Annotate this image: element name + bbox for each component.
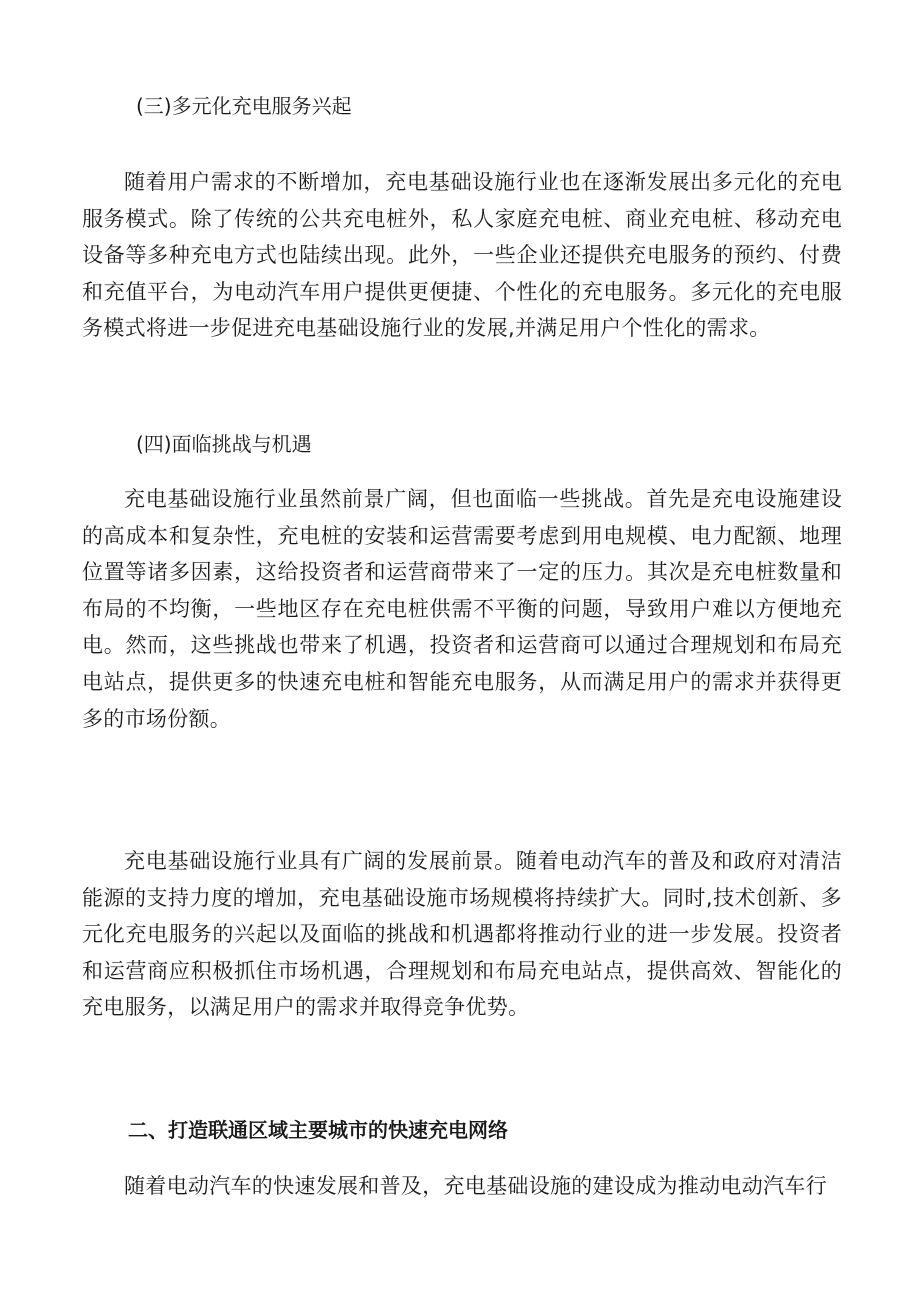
section-3-heading: (三)多元化充电服务兴起 — [136, 94, 352, 118]
section-4-paragraph: 充电基础设施行业虽然前景广阔，但也面临一些挑战。首先是充电设施建设的高成本和复杂性，充电桩的安装和运营需要考虑到用电规模、电力配额、地理位置等诸多因素，这给投资者和运营商带来了一定的压力。其次是充电桩数量和布局的不均衡，一些地区存在充电桩供需不平衡的问题，导致用户难以方便地充电。然而，这些挑战也带来了机遇，投资者和运营商可以通过合理规划和布局充电站点，提供更多的快速充电桩和智能充电服务，从而满足用户的需求并获得更多的市场份额。 — [82, 487, 842, 731]
chapter-2-paragraph: 随着电动汽车的快速发展和普及，充电基础设施的建设成为推动电动汽车行 — [124, 1174, 827, 1198]
section-3-paragraph: 随着用户需求的不断增加，充电基础设施行业也在逐渐发展出多元化的充电服务模式。除了传统的公共充电桩外，私人家庭充电桩、商业充电桩、移动充电设备等多种充电方式也陆续出现。此外，一些企业还提供充电服务的预约、付费和充值平台，为电动汽车用户提供更便捷、个性化的充电服务。多元化的充电服务模式将进一步促进充电基础设施行业的发展,并满足用户个性化的需求。 — [82, 170, 842, 341]
summary-paragraph: 充电基础设施行业具有广阔的发展前景。随着电动汽车的普及和政府对清洁能源的支持力度的增加，充电基础设施市场规模将持续扩大。同时,技术创新、多元化充电服务的兴起以及面临的挑战和机遇都将推动行业的进一步发展。投资者和运营商应积极抓住市场机遇，合理规划和布局充电站点，提供高效、智能化的充电服务，以满足用户的需求并取得竞争优势。 — [82, 849, 842, 1020]
chapter-2-heading: 二、打造联通区域主要城市的快速充电网络 — [128, 1118, 508, 1142]
section-4-heading: (四)面临挑战与机遇 — [136, 432, 312, 456]
